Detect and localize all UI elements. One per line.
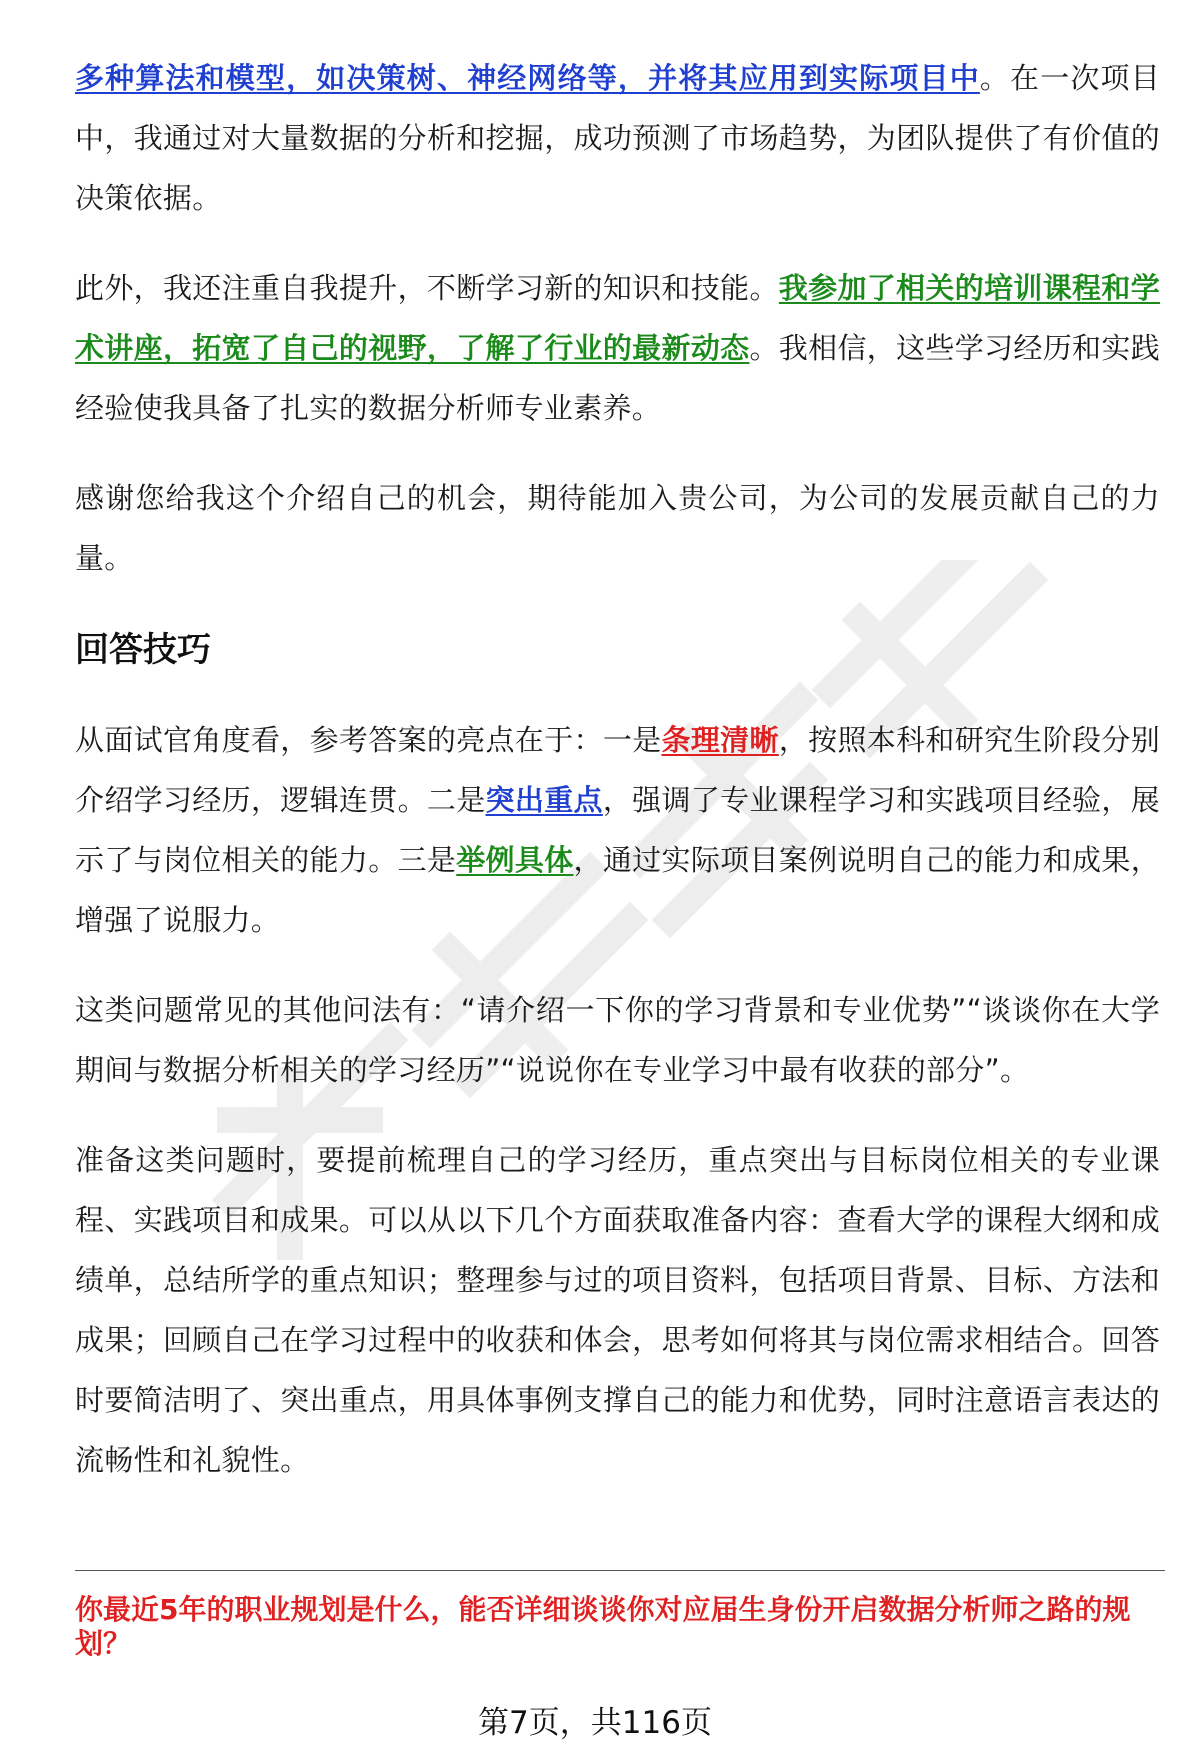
section-divider [75,1570,1165,1571]
tips-text-2: ，按照本科和研究生阶段分别介绍学习经历，逻辑连贯。二是 [75,723,1161,817]
paragraph-algorithms-text: 。在一次项目中，我通过对大量数据的分析和挖掘，成功预测了市场趋势，为团队提供了有价值的决策依据。 [75,61,1160,215]
highlight-key-points: 突出重点 [485,783,603,817]
main-content [75,48,1160,1520]
tips-text-4: ，通过实际项目案例说明自己的能力和成果，增强了说服力。 [75,843,1160,937]
highlight-clear-structure: 条理清晰 [661,723,779,757]
tips-text-3: ，强调了专业课程学习和实践项目经验，展示了与岗位相关的能力。三是 [75,783,1161,877]
paragraph-self-improvement-tail: 。我相信，这些学习经历和实践经验使我具备了扎实的数据分析师专业素养。 [75,331,1161,425]
paragraph-self-improvement-lead: 此外，我还注重自我提升，不断学习新的知识和技能。 [75,271,779,305]
highlight-examples: 举例具体 [456,843,574,877]
paragraph-thanks: 感谢您给我这个介绍自己的机会，期待能加入贵公司，为公司的发展贡献自己的力量。 [75,481,1160,575]
paragraph-algorithms [75,48,1160,228]
section-heading-tips: 回答技巧 [75,630,211,670]
tips-text-1: 从面试官角度看，参考答案的亮点在于：一是 [75,723,662,757]
highlight-algorithms: 多种算法和模型，如决策树、神经网络等，并将其应用到实际项目中 [75,61,980,95]
paragraph-self-improvement [75,258,1160,438]
next-question-heading: 你最近5年的职业规划是什么，能否详细谈谈你对应届生身份开启数据分析师之路的规划？ [75,1593,1131,1660]
page-number-footer: 第7页，共116页 [478,1705,712,1741]
paragraph-preparation: 准备这类问题时，要提前梳理自己的学习经历，重点突出与目标岗位相关的专业课程、实践项目和成果。可以从以下几个方面获取准备内容：查看大学的课程大纲和成绩单，总结所学的重点知识；整理参与过的项目资料，包括项目背景、目标、方法和成果；回顾自己在学习过程中的收获和体会，思考如何将其与岗位需求相结合。回答时要简洁明了、突出重点，用具体事例支撑自己的能力和优势，同时注意语言表达的流畅性和礼貌性。 [75,1143,1160,1477]
paragraph-tips [75,710,1160,950]
paragraph-other-questions: 这类问题常见的其他问法有：“请介绍一下你的学习背景和专业优势”“谈谈你在大学期间与数据分析相关的学习经历”“说说你在专业学习中最有收获的部分”。 [75,993,1160,1087]
highlight-training: 我参加了相关的培训课程和学术讲座，拓宽了自己的视野，了解了行业的最新动态 [75,271,1160,365]
